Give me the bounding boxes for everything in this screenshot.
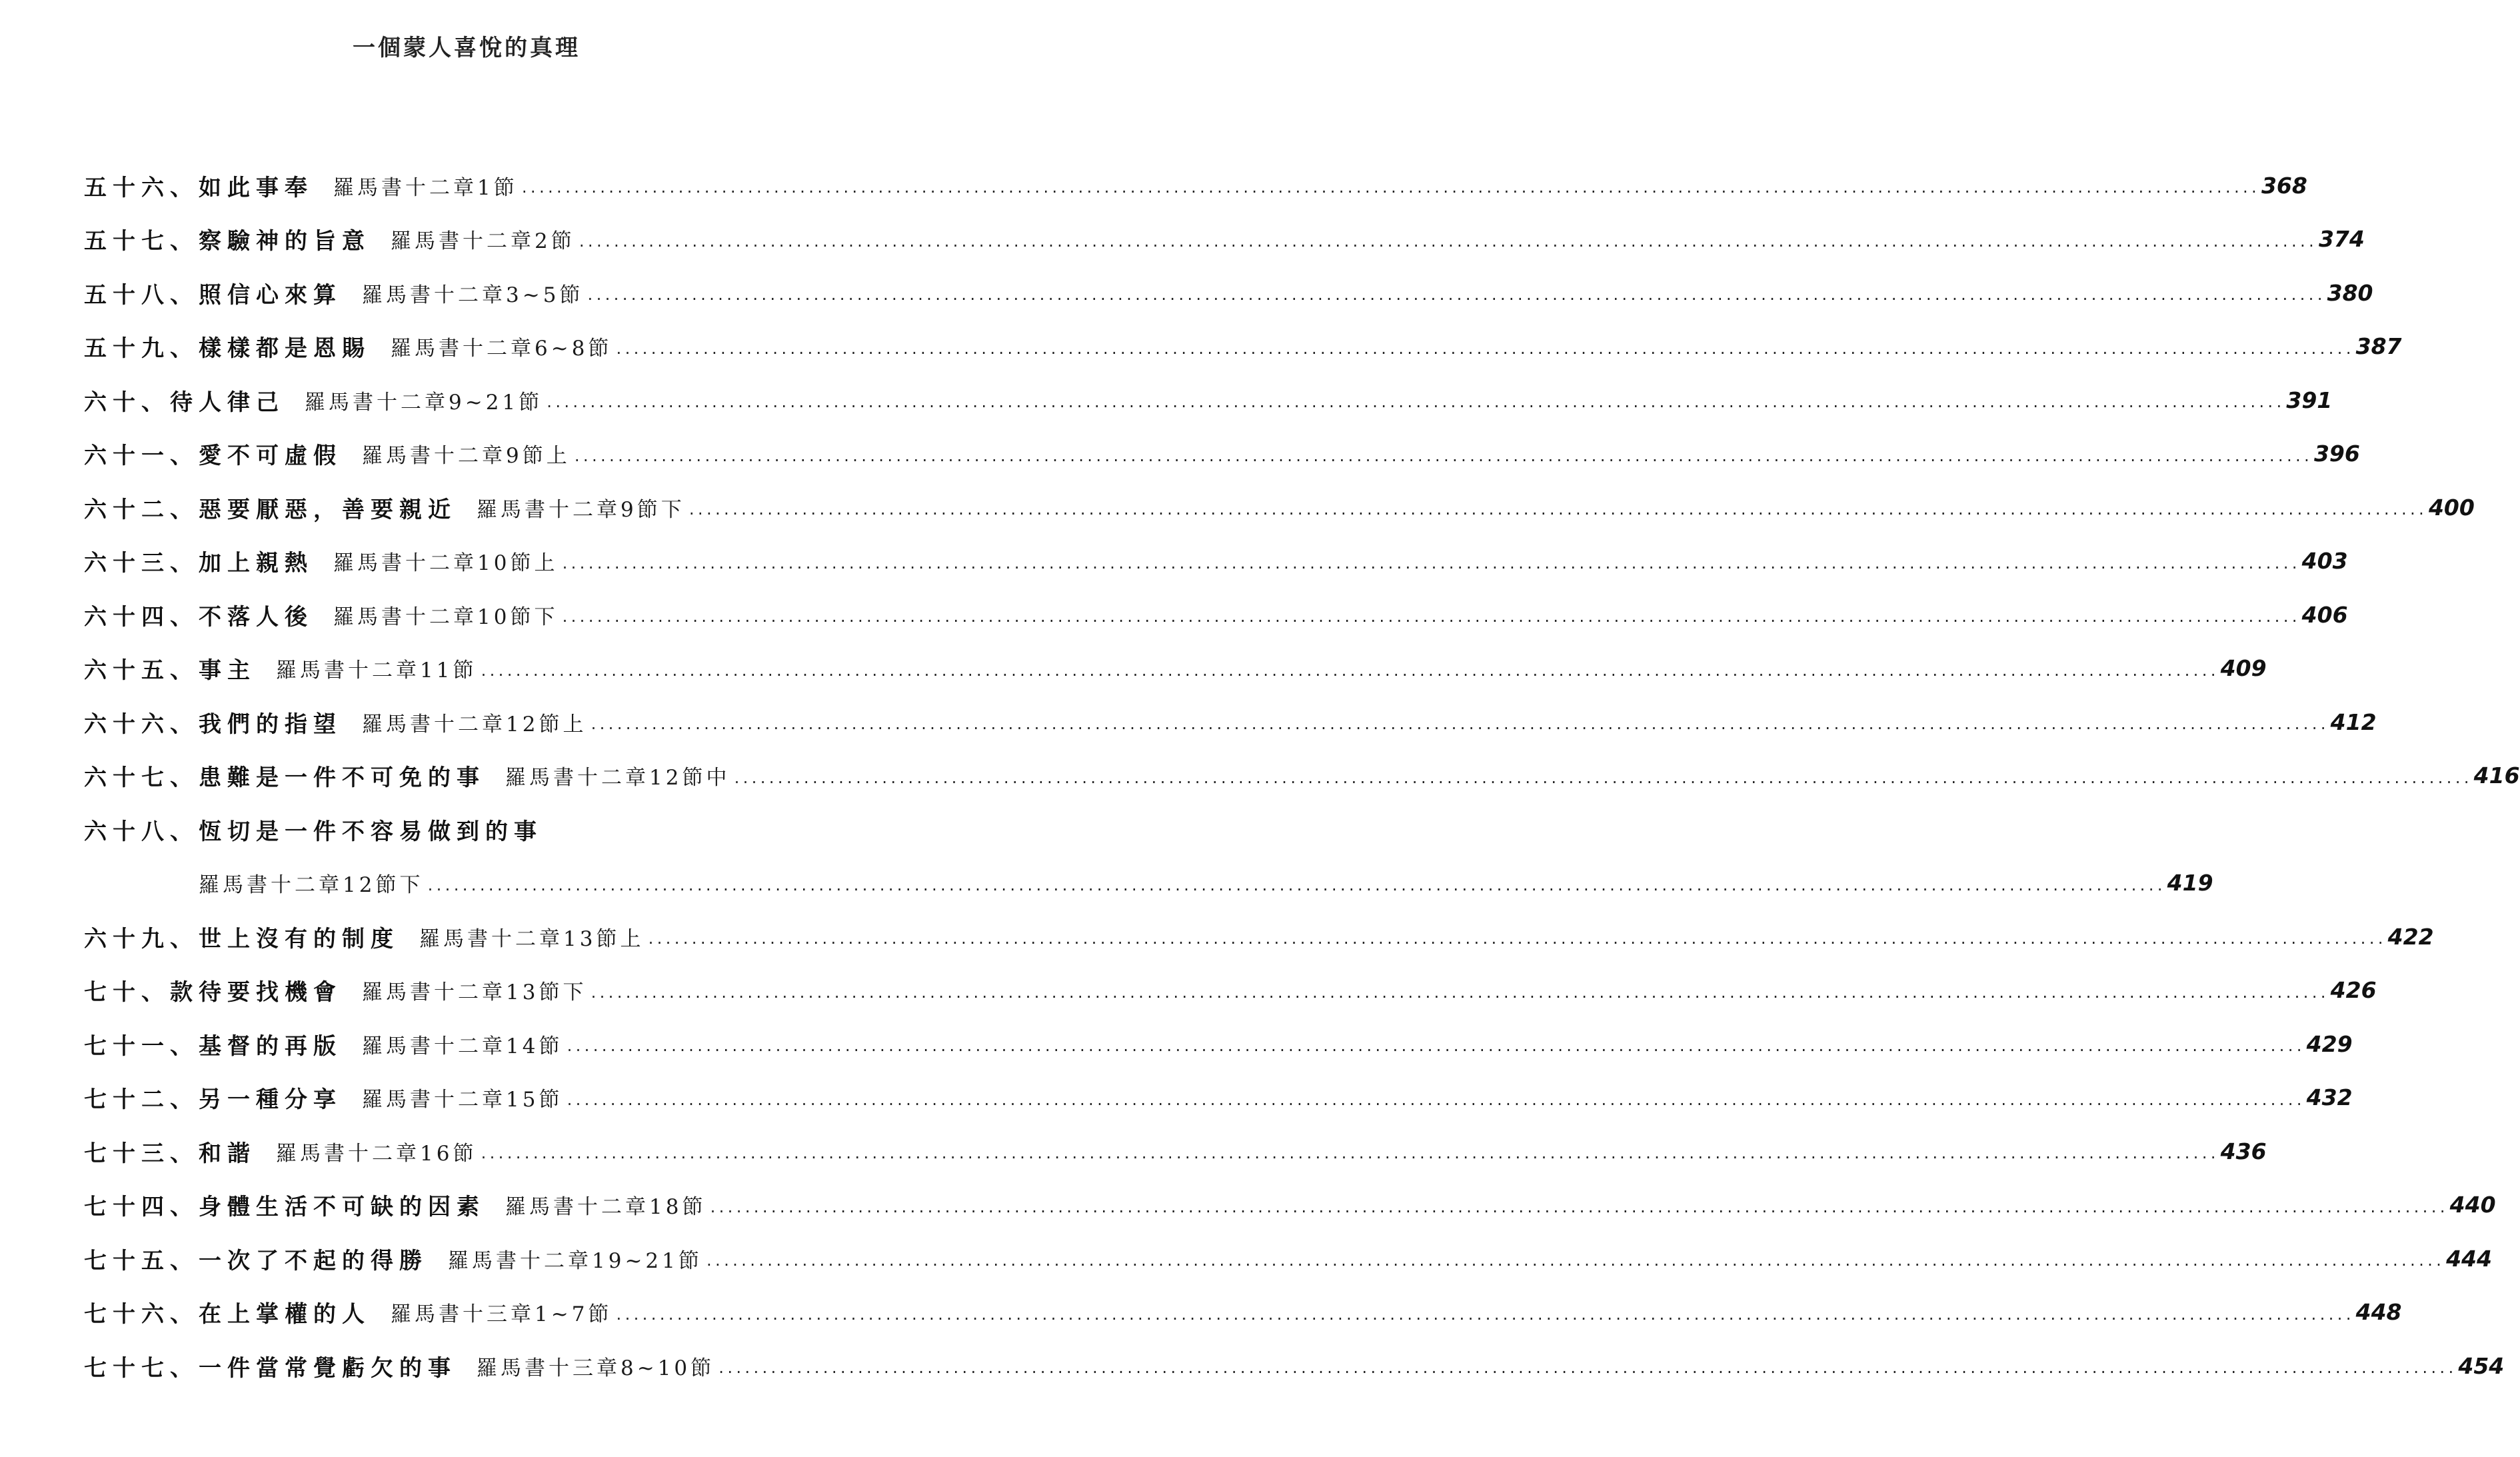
entry-number: 六十、 — [84, 389, 170, 416]
entry-page-number: 380 — [2327, 279, 2373, 306]
entry-reference: 羅馬書十二章16節 — [276, 1141, 477, 1166]
entry-number: 六十八、 — [84, 818, 199, 845]
dot-leader: ........................................................................................................................................................................................................ — [586, 287, 2325, 304]
toc-entry-65[interactable] — [84, 642, 2267, 696]
entry-reference: 羅馬書十三章1~7節 — [391, 1302, 613, 1327]
entry-title: 和諧 — [199, 1140, 256, 1167]
entry-title: 款待要找機會 — [170, 979, 342, 1006]
entry-number: 六十五、 — [84, 657, 199, 685]
entry-number: 五十七、 — [84, 228, 199, 255]
entry-page-number: 419 — [2167, 870, 2213, 896]
toc-entry-67[interactable] — [84, 749, 2520, 803]
entry-number: 七十七、 — [84, 1354, 199, 1382]
dot-leader: ........................................................................................................................................................................................................ — [520, 180, 2259, 197]
entry-reference: 羅馬書十二章11節 — [276, 659, 477, 683]
entry-title: 樣樣都是恩賜 — [199, 335, 371, 363]
table-of-contents — [84, 159, 2520, 1393]
entry-reference: 羅馬書十二章12節中 — [505, 766, 730, 790]
toc-entry-70[interactable] — [84, 964, 2377, 1018]
entry-number: 六十七、 — [84, 764, 199, 792]
entry-reference: 羅馬書十二章15節 — [362, 1088, 563, 1112]
entry-reference: 羅馬書十二章13節下 — [362, 980, 587, 1005]
entry-reference: 羅馬書十二章9節下 — [477, 497, 685, 522]
entry-title: 察驗神的旨意 — [199, 228, 371, 255]
entry-reference: 羅馬書十二章19~21節 — [448, 1248, 702, 1273]
entry-number: 六十九、 — [84, 925, 199, 952]
entry-number: 七十三、 — [84, 1140, 199, 1167]
entry-page-number: 432 — [2306, 1084, 2353, 1111]
entry-title: 患難是一件不可免的事 — [199, 764, 485, 792]
toc-entry-60[interactable] — [84, 373, 2333, 427]
entry-title: 一件當常覺虧欠的事 — [199, 1354, 457, 1382]
entry-title: 恆切是一件不容易做到的事 — [199, 818, 543, 845]
entry-reference: 羅馬書十二章1節 — [333, 175, 518, 200]
entry-title: 惡要厭惡，善要親近 — [199, 496, 457, 523]
dot-leader: ........................................................................................................................................................................................................ — [561, 609, 2299, 626]
running-header: 一個蒙人喜悅的真理 — [353, 35, 581, 61]
dot-leader: ........................................................................................................................................................................................................ — [646, 931, 2385, 948]
toc-entry-69[interactable] — [84, 910, 2434, 964]
entry-reference: 羅馬書十二章10節上 — [333, 551, 559, 576]
entry-number: 七十一、 — [84, 1032, 199, 1060]
entry-page-number: 422 — [2387, 923, 2434, 950]
entry-reference: 羅馬書十二章10節下 — [333, 605, 559, 629]
toc-entry-73[interactable] — [84, 1124, 2267, 1178]
dot-leader: ........................................................................................................................................................................................................ — [732, 770, 2471, 786]
entry-title: 如此事奉 — [199, 174, 313, 201]
entry-number: 七十五、 — [84, 1247, 199, 1274]
entry-number: 七十、 — [84, 979, 170, 1006]
entry-page-number: 368 — [2261, 172, 2307, 199]
entry-reference: 羅馬書十二章14節 — [362, 1034, 563, 1058]
entry-page-number: 406 — [2301, 601, 2348, 628]
dot-leader: ........................................................................................................................................................................................................ — [615, 341, 2353, 357]
dot-leader: ........................................................................................................................................................................................................ — [573, 448, 2311, 465]
entry-title: 另一種分享 — [199, 1086, 342, 1114]
entry-title: 事主 — [199, 657, 256, 685]
entry-page-number: 436 — [2220, 1138, 2267, 1164]
entry-reference: 羅馬書十二章18節 — [505, 1195, 706, 1220]
entry-reference: 羅馬書十二章12節下 — [199, 873, 424, 898]
entry-page-number: 374 — [2318, 226, 2365, 253]
entry-number: 七十二、 — [84, 1086, 199, 1114]
entry-page-number: 391 — [2286, 387, 2333, 413]
entry-number: 七十四、 — [84, 1194, 199, 1221]
toc-entry-59[interactable] — [84, 320, 2402, 374]
toc-entry-63[interactable] — [84, 535, 2348, 589]
toc-entry-77[interactable] — [84, 1339, 2505, 1393]
dot-leader: ........................................................................................................................................................................................................ — [687, 502, 2426, 519]
toc-entry-75[interactable] — [84, 1232, 2492, 1286]
entry-title: 不落人後 — [199, 603, 313, 631]
dot-leader: ........................................................................................................................................................................................................ — [426, 877, 2165, 894]
entry-number: 六十六、 — [84, 711, 199, 738]
dot-leader: ........................................................................................................................................................................................................ — [545, 395, 2284, 411]
entry-title: 加上親熱 — [199, 550, 313, 577]
dot-leader: ........................................................................................................................................................................................................ — [565, 1092, 2304, 1108]
entry-title: 身體生活不可缺的因素 — [199, 1194, 485, 1221]
entry-page-number: 416 — [2473, 762, 2520, 789]
entry-reference: 羅馬書十二章12節上 — [362, 712, 587, 736]
entry-number: 六十三、 — [84, 550, 199, 577]
entry-page-number: 400 — [2428, 494, 2475, 521]
dot-leader: ........................................................................................................................................................................................................ — [589, 717, 2328, 733]
toc-entry-57[interactable] — [84, 213, 2365, 267]
entry-page-number: 387 — [2355, 333, 2402, 360]
entry-title: 在上掌權的人 — [199, 1301, 371, 1328]
toc-entry-66[interactable] — [84, 695, 2377, 749]
dot-leader: ........................................................................................................................................................................................................ — [479, 1146, 2218, 1162]
entry-number: 五十九、 — [84, 335, 199, 363]
entry-page-number: 426 — [2330, 977, 2377, 1004]
entry-reference: 羅馬書十三章8~10節 — [477, 1356, 715, 1380]
dot-leader: ........................................................................................................................................................................................................ — [565, 1038, 2304, 1055]
dot-leader: ........................................................................................................................................................................................................ — [479, 663, 2218, 679]
entry-title: 一次了不起的得勝 — [199, 1247, 428, 1274]
entry-title: 待人律己 — [170, 389, 285, 416]
entry-title: 愛不可虛假 — [199, 443, 342, 470]
toc-entry-76[interactable] — [84, 1286, 2402, 1340]
entry-page-number: 396 — [2313, 441, 2360, 467]
entry-number: 六十二、 — [84, 496, 199, 523]
entry-page-number: 448 — [2355, 1299, 2402, 1326]
entry-page-number: 409 — [2220, 655, 2267, 682]
toc-entry-68-continuation[interactable] — [84, 856, 2213, 910]
entry-page-number: 440 — [2449, 1192, 2496, 1218]
entry-title: 基督的再版 — [199, 1032, 342, 1060]
entry-page-number: 412 — [2330, 709, 2377, 735]
entry-number: 七十六、 — [84, 1301, 199, 1328]
entry-reference: 羅馬書十二章9節上 — [362, 444, 571, 469]
toc-entry-62[interactable] — [84, 481, 2475, 535]
toc-entry-68[interactable] — [84, 802, 797, 856]
entry-reference: 羅馬書十二章3~5節 — [362, 283, 584, 307]
entry-page-number: 403 — [2301, 548, 2348, 575]
entry-reference: 羅馬書十二章6~8節 — [391, 337, 613, 361]
entry-title: 世上沒有的制度 — [199, 925, 399, 952]
dot-leader: ........................................................................................................................................................................................................ — [615, 1306, 2353, 1323]
toc-entry-74[interactable] — [84, 1178, 2496, 1232]
entry-title: 照信心來算 — [199, 281, 342, 309]
dot-leader: ........................................................................................................................................................................................................ — [577, 233, 2316, 250]
dot-leader: ........................................................................................................................................................................................................ — [708, 1199, 2447, 1216]
toc-entry-64[interactable] — [84, 588, 2348, 642]
entry-page-number: 429 — [2306, 1030, 2353, 1057]
entry-reference: 羅馬書十二章9~21節 — [305, 390, 543, 415]
entry-title: 我們的指望 — [199, 711, 342, 738]
entry-page-number: 444 — [2446, 1245, 2492, 1272]
dot-leader: ........................................................................................................................................................................................................ — [717, 1360, 2456, 1377]
entry-number: 五十八、 — [84, 281, 199, 309]
dot-leader: ........................................................................................................................................................................................................ — [589, 984, 2328, 1001]
entry-number: 五十六、 — [84, 174, 199, 201]
toc-entry-61[interactable] — [84, 427, 2360, 481]
dot-leader: ........................................................................................................................................................................................................ — [704, 1253, 2444, 1270]
entry-number: 六十四、 — [84, 603, 199, 631]
toc-entry-58[interactable] — [84, 266, 2373, 320]
toc-entry-72[interactable] — [84, 1071, 2353, 1125]
entry-number: 六十一、 — [84, 443, 199, 470]
entry-page-number: 454 — [2458, 1352, 2505, 1379]
toc-entry-56[interactable] — [84, 159, 2307, 213]
entry-reference: 羅馬書十二章13節上 — [419, 926, 644, 951]
entry-reference: 羅馬書十二章2節 — [391, 229, 575, 254]
dot-leader: ........................................................................................................................................................................................................ — [561, 555, 2299, 572]
toc-entry-71[interactable] — [84, 1017, 2353, 1071]
